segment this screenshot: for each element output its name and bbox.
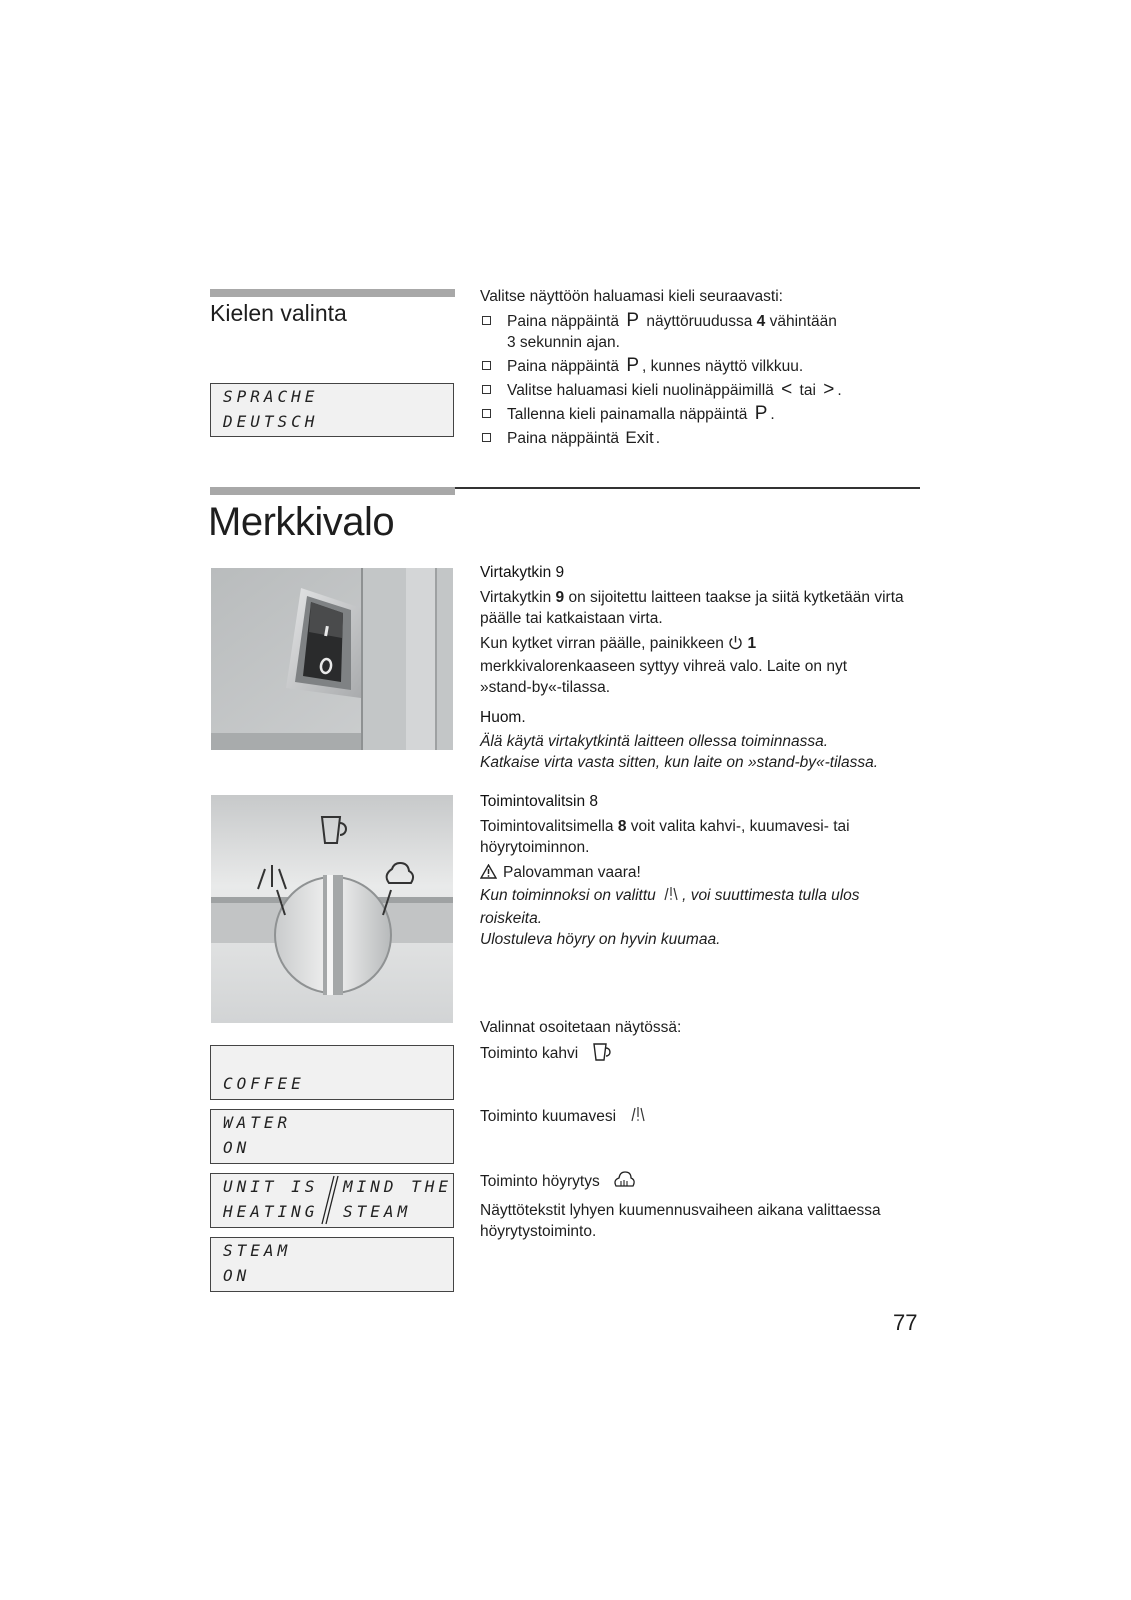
language-intro: Valitse näyttöön haluamasi kieli seuraavasti:	[480, 288, 783, 305]
warning-triangle-icon	[480, 864, 497, 885]
function-selector-text	[480, 791, 925, 950]
display-separator-icon	[317, 1174, 339, 1230]
function-selector-heading: Toimintovalitsin 8	[480, 793, 599, 810]
warning-text: Kun toiminnoksi on valittu , voi suuttimesta tulla ulos roiskeita. Ulostuleva höyry on hyvin kuumaa.	[480, 887, 860, 948]
rocker-switch-icon	[211, 568, 453, 750]
hot-water-icon	[628, 1106, 648, 1130]
section-title-language: Kielen valinta	[210, 300, 347, 326]
key-p-icon: P	[626, 310, 640, 331]
checkbox-bullet-icon	[482, 433, 491, 442]
display-line-2: ON	[223, 1266, 251, 1285]
note-text: Älä käytä virtakytkintä laitteen ollessa toiminnassa. Katkaise virta vasta sitten, kun laite on »stand-by«-tilassa.	[480, 733, 879, 771]
checkbox-bullet-icon	[482, 316, 491, 325]
arrow-left-key-icon: <	[781, 379, 793, 400]
functions-intro: Valinnat osoitetaan näytössä:	[480, 1019, 682, 1036]
section-rule-merkkivalo	[210, 487, 455, 495]
key-exit-icon: Exit	[625, 428, 654, 447]
display-water	[210, 1109, 454, 1164]
arrow-right-key-icon: >	[823, 379, 835, 400]
step-4: Tallenna kieli painamalla näppäintä P .	[480, 403, 920, 425]
display-line-1: STEAM	[223, 1241, 292, 1260]
power-switch-para-2: Kun kytket virran päälle, painikkeen 1 merkkivalorenkaaseen syttyy vihreä valo. Laite on nyt »stand-by«-tilassa.	[480, 635, 848, 696]
display-line-1: SPRACHE	[223, 387, 319, 406]
display-line-2: DEUTSCH	[223, 412, 319, 431]
function-coffee-row: Toiminto kahvi	[480, 1042, 613, 1068]
power-switch-para-1: Virtakytkin 9 on sijoitettu laitteen taakse ja siitä kytketään virta päälle tai katkaistaan virta.	[480, 589, 904, 627]
function-selector-photo	[211, 795, 453, 1023]
display-line-1-right: MIND THE	[343, 1177, 453, 1196]
step-5: Paina näppäintä Exit .	[480, 427, 920, 449]
display-line-2: ON	[223, 1138, 251, 1157]
language-instructions	[480, 286, 920, 451]
step-2: Paina näppäintä P , kunnes näyttö vilkkuu.	[480, 355, 920, 377]
checkbox-bullet-icon	[482, 409, 491, 418]
section-divider-line	[455, 487, 920, 489]
note-heading: Huom.	[480, 709, 526, 726]
display-coffee	[210, 1045, 454, 1100]
step-1: Paina näppäintä P näyttöruudussa 4 vähintään 3 sekunnin ajan.	[480, 310, 920, 353]
coffee-cup-icon	[591, 1042, 613, 1068]
display-line-2-right: STEAM	[343, 1202, 412, 1221]
display-heating	[210, 1173, 454, 1228]
warning-heading-row: Palovamman vaara!	[480, 862, 925, 885]
function-water-row: Toiminto kuumavesi	[480, 1106, 648, 1130]
display-line-1: WATER	[223, 1113, 292, 1132]
step-3: Valitse haluamasi kieli nuolinäppäimillä < tai > .	[480, 379, 920, 401]
display-language	[210, 383, 454, 437]
language-steps	[480, 310, 920, 449]
selector-knob-icon	[211, 795, 453, 1023]
display-line-2: COFFEE	[223, 1074, 305, 1093]
page-title: Merkkivalo	[208, 500, 395, 544]
key-p-icon: P	[626, 355, 640, 376]
function-selector-para: Toimintovalitsimella 8 voit valita kahvi-, kuumavesi- tai höyrytoiminnon.	[480, 818, 850, 856]
power-icon	[728, 635, 743, 656]
display-line-2: HEATING	[223, 1202, 319, 1221]
power-switch-text	[480, 562, 925, 773]
steam-note: Näyttötekstit lyhyen kuumennusvaiheen aikana valittaessa höyrytystoiminto.	[480, 1202, 881, 1240]
steam-icon	[612, 1170, 636, 1196]
checkbox-bullet-icon	[482, 361, 491, 370]
display-steam	[210, 1237, 454, 1292]
section-rule-top	[210, 289, 455, 297]
power-switch-heading: Virtakytkin 9	[480, 564, 565, 581]
key-p-icon: P	[754, 403, 768, 424]
hot-water-icon	[662, 886, 680, 908]
power-switch-photo	[211, 568, 453, 750]
display-line-1: UNIT IS	[223, 1177, 319, 1196]
checkbox-bullet-icon	[482, 385, 491, 394]
page-number: 77	[893, 1310, 918, 1335]
function-steam-row: Toiminto höyrytys Näyttötekstit lyhyen kuumennusvaiheen aikana valittaessa höyrytystoiminto.	[480, 1170, 925, 1242]
